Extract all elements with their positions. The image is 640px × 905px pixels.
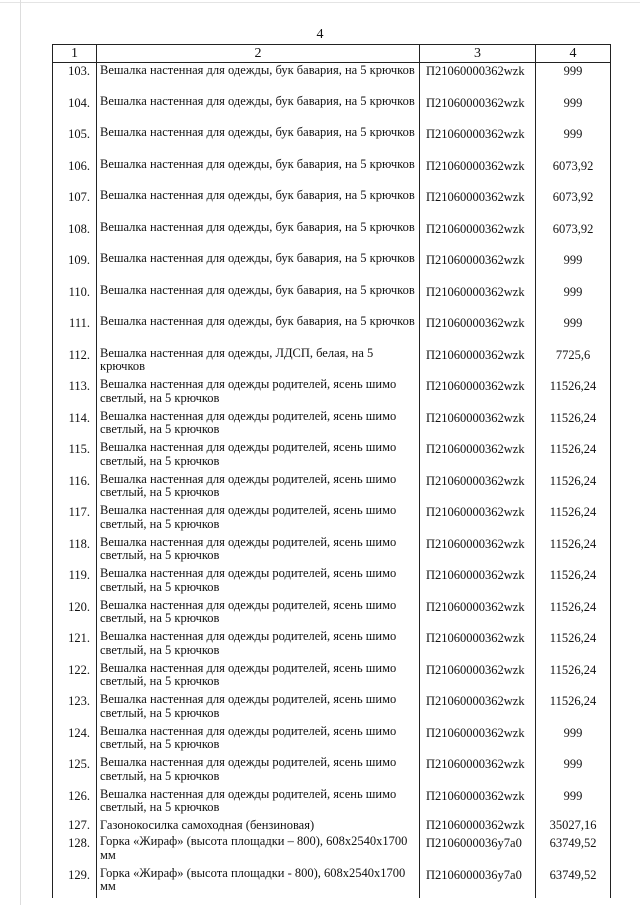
row-number: 106. bbox=[53, 158, 97, 190]
row-number: 108. bbox=[53, 221, 97, 253]
table-row bbox=[53, 158, 611, 190]
item-price: 11526,24 bbox=[536, 410, 611, 442]
item-name: Вешалка настенная для одежды, бук бавария, на 5 крючков bbox=[97, 252, 420, 284]
inventory-code: П21060000362wzk bbox=[420, 315, 536, 347]
row-number: 114. bbox=[53, 410, 97, 442]
item-name: Вешалка настенная для одежды, ЛДСП, белая, на 5 крючков bbox=[97, 347, 420, 379]
row-number: 124. bbox=[53, 725, 97, 757]
inventory-code: П21060000362wzk bbox=[420, 63, 536, 95]
item-price: 11526,24 bbox=[536, 693, 611, 725]
row-number: 104. bbox=[53, 95, 97, 127]
table-row bbox=[53, 126, 611, 158]
item-name: Газонокосилка самоходная (бензиновая) bbox=[97, 819, 420, 835]
row-number: 105. bbox=[53, 126, 97, 158]
item-name: Горка «Жираф» (высота площадки – 800), 608x2540x1700 мм bbox=[97, 835, 420, 867]
item-price: 999 bbox=[536, 95, 611, 127]
item-price: 999 bbox=[536, 284, 611, 316]
item-price: 11526,24 bbox=[536, 630, 611, 662]
inventory-code: П21060000362wzk bbox=[420, 158, 536, 190]
row-number: 121. bbox=[53, 630, 97, 662]
row-number: 118. bbox=[53, 536, 97, 568]
table-row bbox=[53, 284, 611, 316]
item-price: 999 bbox=[536, 725, 611, 757]
inventory-code: П21060000362wzk bbox=[420, 788, 536, 820]
table-row bbox=[53, 867, 611, 899]
row-number: 120. bbox=[53, 599, 97, 631]
item-name: Вешалка настенная для одежды родителей, ясень шимо светлый, на 5 крючков bbox=[97, 504, 420, 536]
table-row bbox=[53, 725, 611, 757]
table-row bbox=[53, 835, 611, 867]
row-number: 112. bbox=[53, 347, 97, 379]
inventory-code: П21060000362wzk bbox=[420, 252, 536, 284]
inventory-code: П21060000362wzk bbox=[420, 662, 536, 694]
inventory-code: П21060000362wzk bbox=[420, 378, 536, 410]
item-price: 999 bbox=[536, 252, 611, 284]
row-number: 122. bbox=[53, 662, 97, 694]
item-price: 999 bbox=[536, 315, 611, 347]
item-price: 11526,24 bbox=[536, 536, 611, 568]
row-number: 111. bbox=[53, 315, 97, 347]
item-price: 6073,92 bbox=[536, 158, 611, 190]
page-number: 4 bbox=[316, 27, 324, 42]
inventory-code: П21060000362wzk bbox=[420, 221, 536, 253]
inventory-code: П21060000362wzk bbox=[420, 473, 536, 505]
item-price: 11526,24 bbox=[536, 378, 611, 410]
column-header-4: 4 bbox=[536, 45, 611, 63]
row-number: 127. bbox=[53, 819, 97, 835]
inventory-code: П21060000362wzk bbox=[420, 441, 536, 473]
table-body bbox=[53, 63, 611, 899]
table-row bbox=[53, 221, 611, 253]
column-header-3: 3 bbox=[420, 45, 536, 63]
row-number: 125. bbox=[53, 756, 97, 788]
table-row bbox=[53, 536, 611, 568]
items-table bbox=[52, 44, 611, 898]
item-price: 63749,52 bbox=[536, 835, 611, 867]
item-name: Вешалка настенная для одежды родителей, ясень шимо светлый, на 5 крючков bbox=[97, 441, 420, 473]
item-name: Вешалка настенная для одежды родителей, ясень шимо светлый, на 5 крючков bbox=[97, 756, 420, 788]
row-number: 110. bbox=[53, 284, 97, 316]
table-row bbox=[53, 819, 611, 835]
item-name: Вешалка настенная для одежды, бук бавария, на 5 крючков bbox=[97, 158, 420, 190]
inventory-code: П21060000362wzk bbox=[420, 284, 536, 316]
item-name: Вешалка настенная для одежды родителей, ясень шимо светлый, на 5 крючков bbox=[97, 599, 420, 631]
item-name: Вешалка настенная для одежды, бук бавария, на 5 крючков bbox=[97, 284, 420, 316]
item-price: 11526,24 bbox=[536, 441, 611, 473]
item-name: Вешалка настенная для одежды родителей, ясень шимо светлый, на 5 крючков bbox=[97, 662, 420, 694]
item-name: Вешалка настенная для одежды родителей, ясень шимо светлый, на 5 крючков bbox=[97, 473, 420, 505]
item-price: 6073,92 bbox=[536, 189, 611, 221]
inventory-code: П21060000362wzk bbox=[420, 347, 536, 379]
inventory-code: П2106000036y7a0 bbox=[420, 867, 536, 899]
inventory-code: П21060000362wzk bbox=[420, 567, 536, 599]
item-price: 999 bbox=[536, 63, 611, 95]
item-name: Вешалка настенная для одежды родителей, ясень шимо светлый, на 5 крючков bbox=[97, 630, 420, 662]
row-number: 129. bbox=[53, 867, 97, 899]
table-header-row bbox=[53, 45, 611, 63]
table-row bbox=[53, 347, 611, 379]
item-price: 999 bbox=[536, 126, 611, 158]
item-price: 11526,24 bbox=[536, 567, 611, 599]
row-number: 107. bbox=[53, 189, 97, 221]
inventory-code: П21060000362wzk bbox=[420, 756, 536, 788]
row-number: 117. bbox=[53, 504, 97, 536]
item-name: Вешалка настенная для одежды, бук бавария, на 5 крючков bbox=[97, 95, 420, 127]
column-header-2: 2 bbox=[97, 45, 420, 63]
item-price: 11526,24 bbox=[536, 473, 611, 505]
item-name: Горка «Жираф» (высота площадки - 800), 608x2540x1700 мм bbox=[97, 867, 420, 899]
item-price: 11526,24 bbox=[536, 504, 611, 536]
table-row bbox=[53, 504, 611, 536]
item-name: Вешалка настенная для одежды родителей, ясень шимо светлый, на 5 крючков bbox=[97, 410, 420, 442]
item-price: 999 bbox=[536, 788, 611, 820]
scan-edge-left bbox=[20, 0, 21, 905]
item-price: 999 bbox=[536, 756, 611, 788]
row-number: 115. bbox=[53, 441, 97, 473]
table-row bbox=[53, 599, 611, 631]
item-name: Вешалка настенная для одежды, бук бавария, на 5 крючков bbox=[97, 126, 420, 158]
table-row bbox=[53, 473, 611, 505]
table-row bbox=[53, 630, 611, 662]
row-number: 128. bbox=[53, 835, 97, 867]
item-price: 7725,6 bbox=[536, 347, 611, 379]
item-name: Вешалка настенная для одежды, бук бавария, на 5 крючков bbox=[97, 63, 420, 95]
inventory-code: П21060000362wzk bbox=[420, 630, 536, 662]
item-name: Вешалка настенная для одежды родителей, ясень шимо светлый, на 5 крючков bbox=[97, 378, 420, 410]
row-number: 123. bbox=[53, 693, 97, 725]
row-number: 113. bbox=[53, 378, 97, 410]
row-number: 126. bbox=[53, 788, 97, 820]
column-header-1: 1 bbox=[53, 45, 97, 63]
item-name: Вешалка настенная для одежды родителей, ясень шимо светлый, на 5 крючков bbox=[97, 536, 420, 568]
item-price: 35027,16 bbox=[536, 819, 611, 835]
item-name: Вешалка настенная для одежды родителей, ясень шимо светлый, на 5 крючков bbox=[97, 693, 420, 725]
inventory-code: П21060000362wzk bbox=[420, 126, 536, 158]
item-name: Вешалка настенная для одежды, бук бавария, на 5 крючков bbox=[97, 189, 420, 221]
item-price: 11526,24 bbox=[536, 662, 611, 694]
table-row bbox=[53, 756, 611, 788]
table-row bbox=[53, 252, 611, 284]
table-row bbox=[53, 315, 611, 347]
scan-edge-top bbox=[0, 2, 640, 3]
table-row bbox=[53, 378, 611, 410]
table-row bbox=[53, 693, 611, 725]
inventory-code: П21060000362wzk bbox=[420, 536, 536, 568]
item-name: Вешалка настенная для одежды, бук бавария, на 5 крючков bbox=[97, 315, 420, 347]
row-number: 119. bbox=[53, 567, 97, 599]
row-number: 103. bbox=[53, 63, 97, 95]
inventory-code: П21060000362wzk bbox=[420, 819, 536, 835]
item-price: 63749,52 bbox=[536, 867, 611, 899]
table-row bbox=[53, 189, 611, 221]
item-price: 6073,92 bbox=[536, 221, 611, 253]
table-row bbox=[53, 441, 611, 473]
item-name: Вешалка настенная для одежды, бук бавария, на 5 крючков bbox=[97, 221, 420, 253]
table-row bbox=[53, 788, 611, 820]
item-name: Вешалка настенная для одежды родителей, ясень шимо светлый, на 5 крючков bbox=[97, 567, 420, 599]
inventory-code: П2106000036y7a0 bbox=[420, 835, 536, 867]
inventory-code: П21060000362wzk bbox=[420, 410, 536, 442]
inventory-code: П21060000362wzk bbox=[420, 504, 536, 536]
table-row bbox=[53, 95, 611, 127]
row-number: 116. bbox=[53, 473, 97, 505]
inventory-code: П21060000362wzk bbox=[420, 95, 536, 127]
table-row bbox=[53, 410, 611, 442]
item-name: Вешалка настенная для одежды родителей, ясень шимо светлый, на 5 крючков bbox=[97, 725, 420, 757]
inventory-code: П21060000362wzk bbox=[420, 725, 536, 757]
row-number: 109. bbox=[53, 252, 97, 284]
table-row bbox=[53, 63, 611, 95]
item-name: Вешалка настенная для одежды родителей, ясень шимо светлый, на 5 крючков bbox=[97, 788, 420, 820]
inventory-code: П21060000362wzk bbox=[420, 599, 536, 631]
inventory-code: П21060000362wzk bbox=[420, 693, 536, 725]
table-row bbox=[53, 662, 611, 694]
table-row bbox=[53, 567, 611, 599]
item-price: 11526,24 bbox=[536, 599, 611, 631]
inventory-code: П21060000362wzk bbox=[420, 189, 536, 221]
